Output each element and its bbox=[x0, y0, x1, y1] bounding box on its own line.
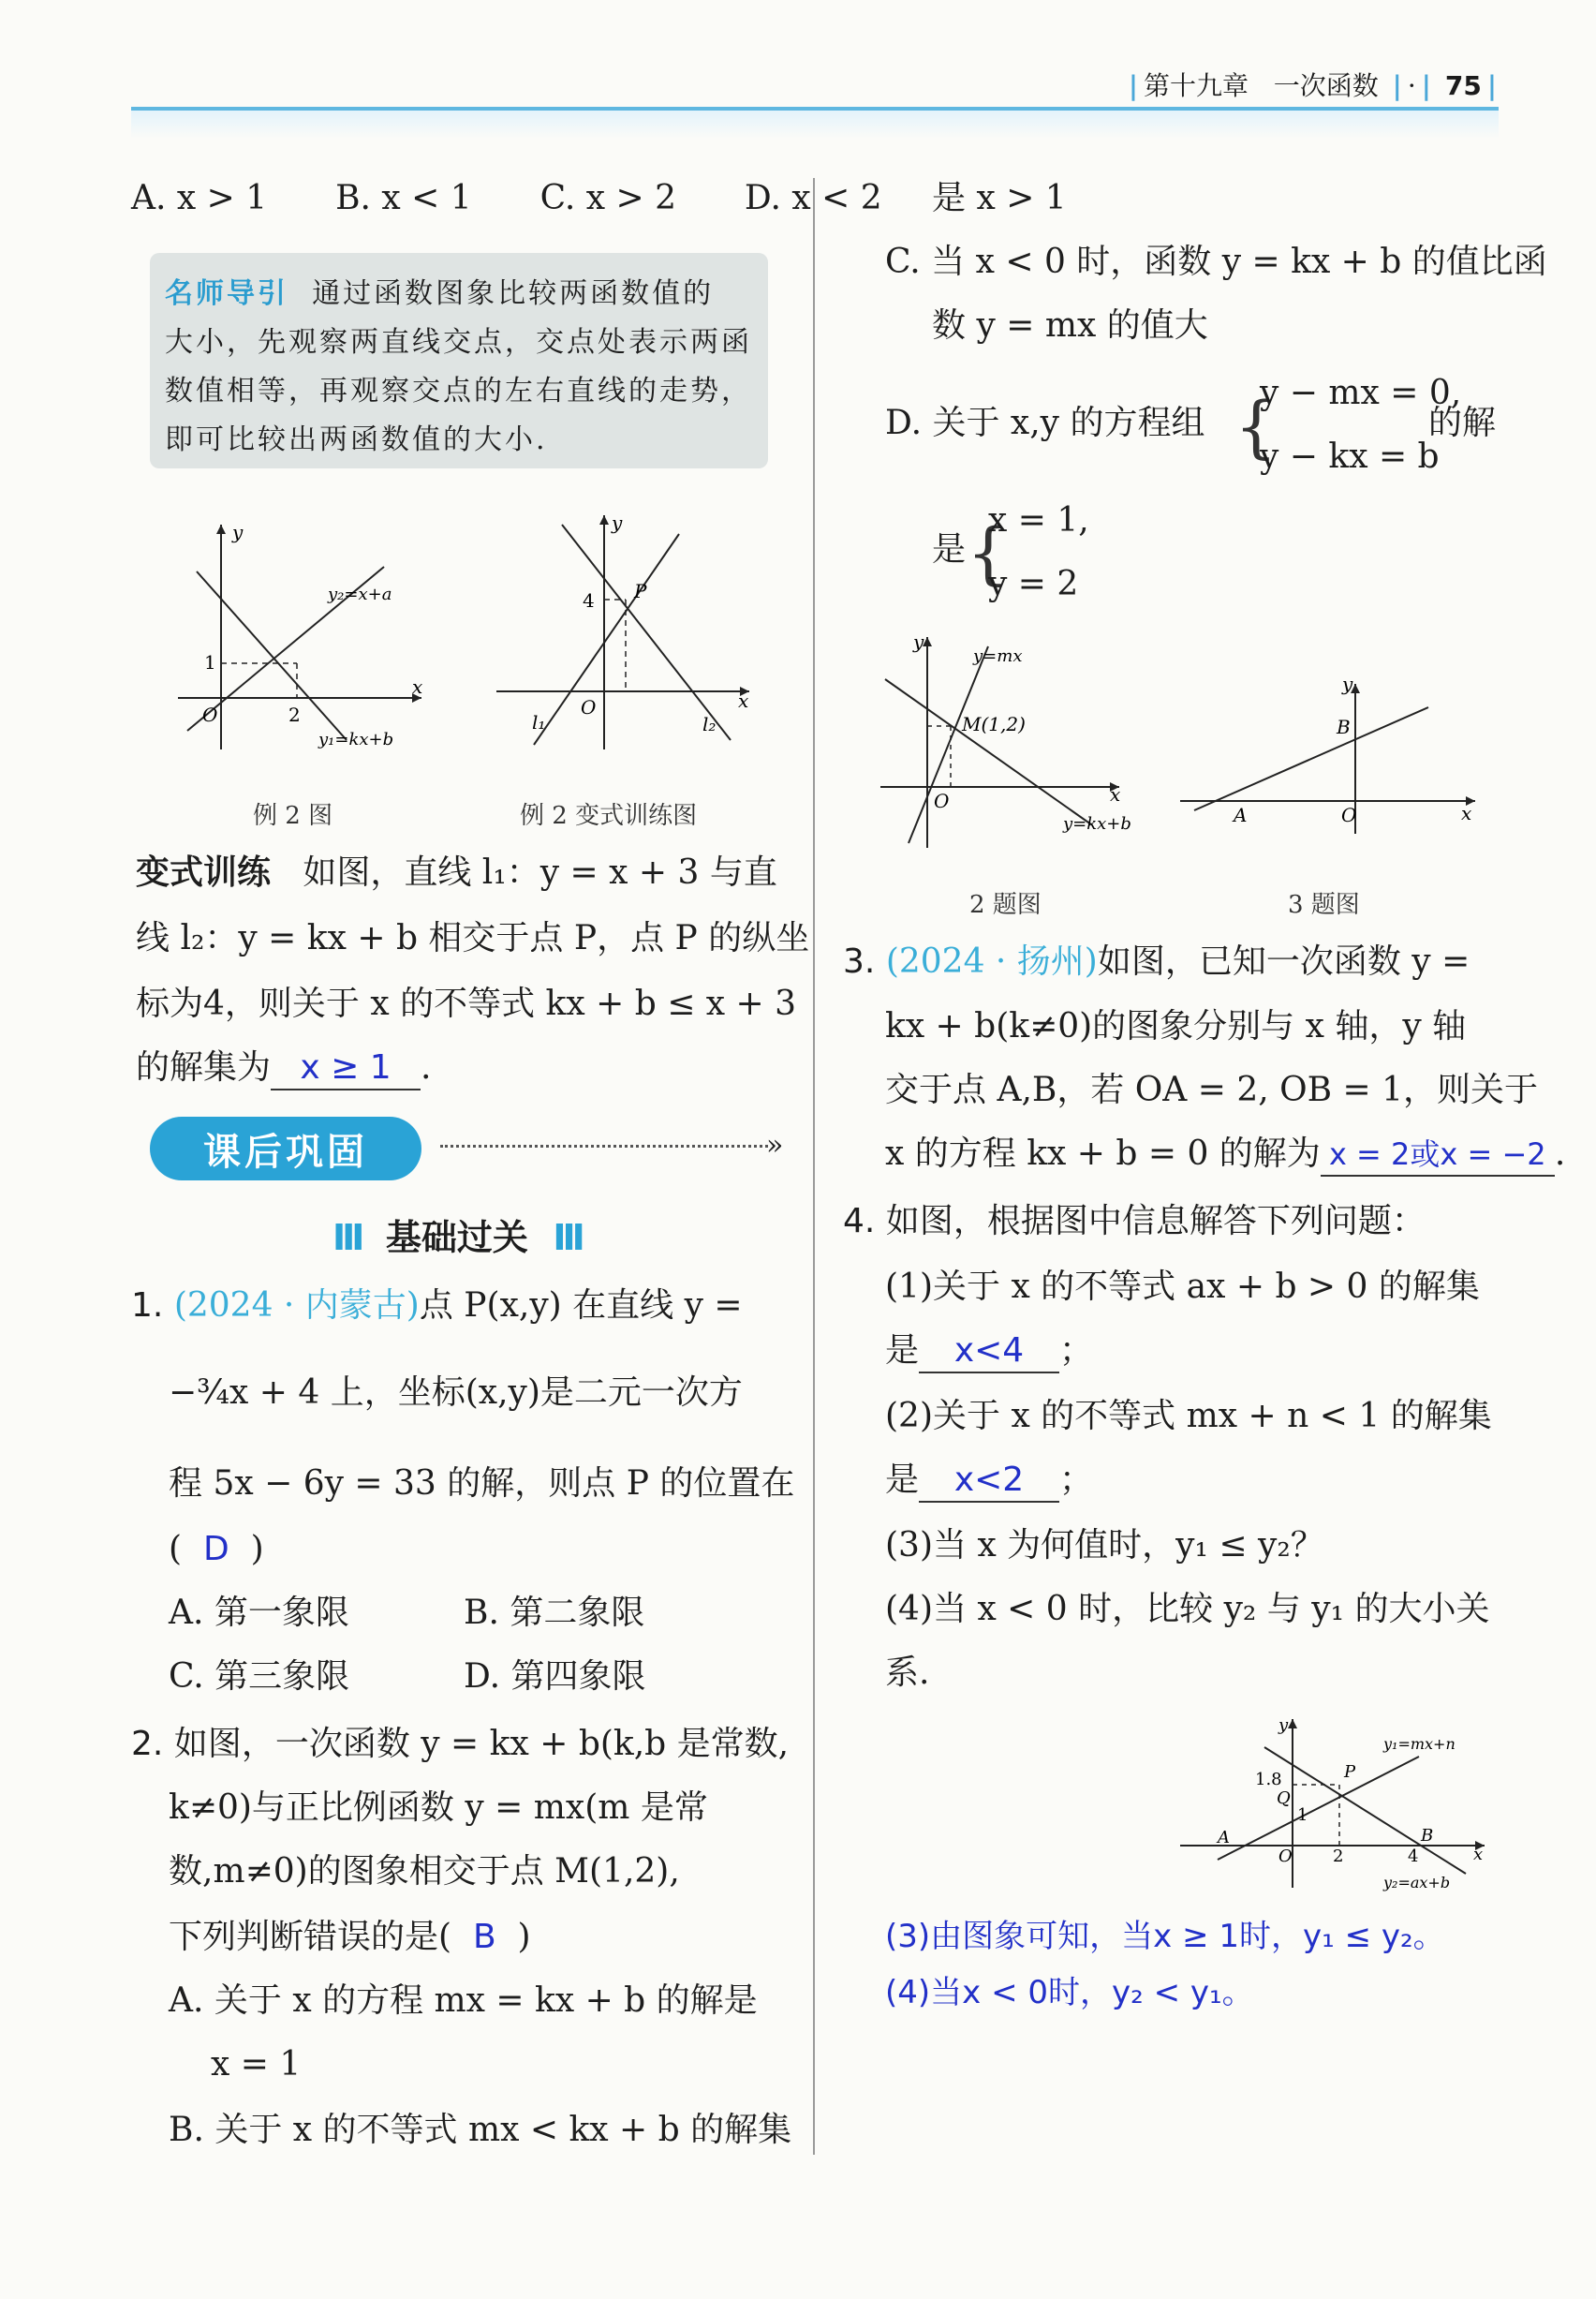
q2-line-4 bbox=[169, 1917, 531, 1958]
q2-paren-close: ) bbox=[517, 1918, 531, 1956]
q3-answer: x = 2或x = −2 bbox=[1321, 1134, 1555, 1177]
option-d: D. x < 2 bbox=[744, 179, 882, 217]
subsection-bars-right: III bbox=[553, 1217, 582, 1258]
subsection-title bbox=[332, 1209, 582, 1260]
header-band bbox=[131, 111, 1499, 139]
q2-option-d-pre: D. 关于 x,y 的方程组 bbox=[885, 404, 1205, 442]
fig2-tick-4: 4 bbox=[583, 589, 595, 612]
fig1-y: y bbox=[232, 521, 244, 543]
q4-part-4-line-2: 系. bbox=[885, 1654, 930, 1692]
section-arrow: » bbox=[766, 1129, 784, 1162]
q3-line-3: 交于点 A,B，若 OA = 2, OB = 1，则关于 bbox=[885, 1071, 1539, 1109]
variant-line-3: 标为4，则关于 x 的不等式 kx + b ≤ x + 3 bbox=[136, 985, 797, 1023]
fig1-label-y1: y₁=kx+b bbox=[318, 730, 394, 749]
q4-part-1-post: ； bbox=[1059, 1331, 1094, 1370]
line-y2-ax-b bbox=[1264, 1747, 1466, 1874]
q2-number: 2. bbox=[131, 1725, 164, 1763]
line-y1 bbox=[197, 571, 347, 740]
q4-text-1: 如图，根据图中信息解答下列问题： bbox=[885, 1202, 1426, 1240]
q2-option-c-1: C. 当 x < 0 时，函数 y = kx + b 的值比函 bbox=[885, 243, 1547, 281]
option-b: B. x < 1 bbox=[335, 179, 472, 217]
q3-source: (2024 · 扬州) bbox=[885, 942, 1098, 981]
q2-line-2: k≠0)与正比例函数 y = mx(m 是常 bbox=[169, 1788, 708, 1827]
figq3-b: B bbox=[1337, 716, 1351, 738]
q4-number: 4. bbox=[843, 1202, 876, 1240]
q1-line-3: 程 5x − 6y = 33 的解，则点 P 的位置在 bbox=[169, 1464, 795, 1503]
chapter-title: 一次函数 bbox=[1273, 70, 1379, 101]
fig2-origin: O bbox=[581, 696, 597, 719]
q1-answer-line bbox=[169, 1529, 264, 1570]
q1-option-d: D. 第四象限 bbox=[464, 1657, 646, 1696]
figq4-tick-2: 2 bbox=[1333, 1847, 1344, 1866]
q1-option-c: C. 第三象限 bbox=[169, 1657, 350, 1696]
figure-example-2-variant bbox=[487, 506, 759, 759]
line-kx-b bbox=[885, 679, 1091, 824]
q3-line-1 bbox=[843, 942, 1470, 983]
figq4-origin: O bbox=[1278, 1847, 1293, 1866]
q2-option-b-1: B. 关于 x 的不等式 mx < kx + b 的解集 bbox=[169, 2111, 792, 2149]
figq4-tick-1: 1 bbox=[1297, 1805, 1308, 1825]
figq4-p: P bbox=[1344, 1762, 1356, 1782]
q2-line-1 bbox=[131, 1724, 789, 1765]
figq4-q: Q bbox=[1277, 1788, 1291, 1808]
guide-line-1: 通过函数图象比较两函数值的 bbox=[312, 277, 715, 310]
figq3-x: x bbox=[1461, 802, 1472, 824]
q4-part-3: (3)当 x 为何值时，y₁ ≤ y₂？ bbox=[885, 1526, 1324, 1565]
figure-q2 bbox=[876, 628, 1147, 853]
q4-part-1-answer-line bbox=[885, 1330, 1093, 1373]
q2-option-d-post: 的解 bbox=[1428, 404, 1497, 442]
q4-part-1-answer: x<4 bbox=[919, 1330, 1059, 1373]
q1-line-2: −¾x + 4 上，坐标(x,y)是二元一次方 bbox=[169, 1373, 743, 1412]
figq2-point-m: M(1,2) bbox=[962, 713, 1026, 735]
column-divider bbox=[813, 178, 815, 2155]
figq3-origin: O bbox=[1341, 804, 1357, 826]
variant-title: 变式训练 bbox=[136, 853, 272, 892]
q1-source: (2024 · 内蒙古) bbox=[173, 1286, 420, 1325]
figq4-a: A bbox=[1218, 1828, 1230, 1847]
variant-period: . bbox=[421, 1048, 432, 1087]
q1-line-1 bbox=[131, 1285, 743, 1327]
page-header: | 第十九章 一次函数 | · | 75 | bbox=[1128, 70, 1497, 101]
fig2-y: y bbox=[612, 512, 623, 534]
guide-text bbox=[165, 270, 755, 465]
figure-example-2 bbox=[169, 515, 431, 759]
q2-option-d-sys-2: y − kx = b bbox=[1260, 438, 1440, 476]
q4-answer-3: (3)由图象可知，当x ≥ 1时，y₁ ≤ y₂。 bbox=[885, 1918, 1445, 1955]
guide-line-4: 即可比较出两函数值的大小. bbox=[165, 423, 548, 456]
q1-paren-close: ) bbox=[250, 1530, 264, 1568]
brace-d: { bbox=[1234, 387, 1278, 466]
q1-number: 1. bbox=[131, 1286, 164, 1325]
q1-option-b: B. 第二象限 bbox=[464, 1594, 645, 1632]
variant-answer: x ≥ 1 bbox=[271, 1047, 421, 1090]
q2-option-d-sys-1: y − mx = 0, bbox=[1260, 374, 1462, 412]
page-number: 75 bbox=[1444, 70, 1482, 101]
q3-number: 3. bbox=[843, 942, 876, 981]
q4-part-4-line-1: (4)当 x < 0 时，比较 y₂ 与 y₁ 的大小关 bbox=[885, 1590, 1490, 1628]
variant-text-1: 如图，直线 l₁：y = x + 3 与直 bbox=[303, 853, 777, 892]
line-y1-mx-n bbox=[1218, 1757, 1419, 1860]
q3-text-1: 如图，已知一次函数 y = bbox=[1097, 942, 1470, 981]
variant-line-2: 线 l₂：y = kx + b 相交于点 P，点 P 的纵坐 bbox=[136, 919, 810, 957]
q1-option-a: A. 第一象限 bbox=[169, 1594, 349, 1632]
section-dots bbox=[440, 1145, 768, 1148]
chapter-label: 第十九章 bbox=[1144, 70, 1249, 101]
option-c: C. x > 2 bbox=[539, 179, 676, 217]
figure-q3 bbox=[1175, 670, 1485, 838]
option-a: A. x > 1 bbox=[131, 179, 268, 217]
q2-option-d-is: 是 bbox=[932, 530, 967, 569]
guide-line-3: 数值相等，再观察交点的左右直线的走势， bbox=[165, 375, 752, 408]
q2-line-3: 数,m≠0)的图象相交于点 M(1,2), bbox=[169, 1852, 680, 1891]
q2-option-d-sol-1: x = 1, bbox=[988, 501, 1089, 540]
q1-text-1: 点 P(x,y) 在直线 y = bbox=[419, 1286, 743, 1325]
q2-text-4: 下列判断错误的是( bbox=[169, 1918, 452, 1956]
figq2-origin: O bbox=[934, 790, 950, 812]
figq2-x: x bbox=[1110, 783, 1121, 806]
figq4-x: x bbox=[1473, 1845, 1484, 1864]
q1-answer: D bbox=[202, 1530, 229, 1568]
figq4-label-y2: y₂=ax+b bbox=[1383, 1874, 1451, 1891]
guide-title: 名师导引 bbox=[165, 277, 288, 310]
options-row bbox=[131, 178, 882, 219]
q3-line-2: kx + b(k≠0)的图象分别与 x 轴，y 轴 bbox=[885, 1007, 1467, 1046]
q4-part-1-is: 是 bbox=[885, 1331, 920, 1370]
figq3-caption: 3 题图 bbox=[1288, 891, 1360, 919]
q2-text-1: 如图，一次函数 y = kx + b(k,b 是常数, bbox=[173, 1725, 790, 1763]
q3-period: . bbox=[1554, 1135, 1566, 1173]
q2-option-d-sol-2: y = 2 bbox=[988, 565, 1079, 603]
figq2-label-kx: y=kx+b bbox=[1063, 814, 1131, 834]
figq3-y: y bbox=[1342, 673, 1353, 695]
figq4-b: B bbox=[1421, 1826, 1434, 1846]
fig1-tick-2: 2 bbox=[288, 704, 301, 726]
fig2-point-p: P bbox=[634, 580, 647, 602]
figq2-y: y bbox=[913, 630, 924, 653]
fig2-l2: l₂ bbox=[702, 713, 717, 735]
figq4-tick-18: 1.8 bbox=[1255, 1770, 1282, 1789]
q2-answer: B bbox=[472, 1918, 496, 1956]
figq3-a: A bbox=[1234, 804, 1248, 826]
fig2-l1: l₁ bbox=[532, 711, 546, 734]
line-mx bbox=[909, 646, 988, 843]
variant-line-1 bbox=[136, 853, 777, 894]
figq4-label-y1: y₁=mx+n bbox=[1383, 1735, 1456, 1753]
variant-text-4: 的解集为 bbox=[136, 1048, 272, 1087]
subsection-bars-left: III bbox=[332, 1217, 362, 1258]
fig1-origin: O bbox=[202, 704, 218, 726]
fig1-label-y2: y₂=x+a bbox=[328, 585, 392, 604]
figq4-tick-4: 4 bbox=[1408, 1847, 1419, 1866]
fig1-x: x bbox=[412, 675, 423, 698]
q4-part-2-post: ； bbox=[1059, 1461, 1094, 1499]
figq2-caption: 2 题图 bbox=[969, 891, 1042, 919]
figure-q4 bbox=[1175, 1710, 1494, 1897]
variant-line-4 bbox=[136, 1047, 431, 1090]
q4-part-2-answer-line bbox=[885, 1460, 1093, 1503]
fig2-x: x bbox=[738, 690, 749, 712]
q4-part-2-is: 是 bbox=[885, 1461, 920, 1499]
header-dot: · bbox=[1407, 70, 1416, 101]
fig2-caption: 例 2 变式训练图 bbox=[520, 802, 698, 830]
line-l1 bbox=[534, 534, 679, 745]
section-badge: 课后巩固 bbox=[150, 1117, 421, 1180]
q4-line-1 bbox=[843, 1201, 1426, 1242]
q4-part-2-answer: x<2 bbox=[919, 1460, 1059, 1503]
fig1-tick-1: 1 bbox=[204, 651, 216, 674]
fig1-caption: 例 2 图 bbox=[253, 802, 333, 830]
figq4-y: y bbox=[1278, 1715, 1289, 1735]
q4-answer-4: (4)当x < 0时，y₂ < y₁。 bbox=[885, 1974, 1254, 2011]
q1-paren-open: ( bbox=[169, 1530, 183, 1568]
brace-d-sol: { bbox=[967, 513, 1010, 592]
q2-option-a-2: x = 1 bbox=[211, 2045, 302, 2084]
figq2-label-mx: y=mx bbox=[973, 646, 1023, 666]
q4-part-2: (2)关于 x 的不等式 mx + n < 1 的解集 bbox=[885, 1397, 1492, 1435]
line-q3 bbox=[1194, 707, 1428, 810]
subsection-text: 基础过关 bbox=[385, 1217, 528, 1258]
q2-option-a-1: A. 关于 x 的方程 mx = kx + b 的解是 bbox=[169, 1981, 758, 2020]
q3-text-4: x 的方程 kx + b = 0 的解为 bbox=[885, 1135, 1321, 1173]
q2-option-b-2: 是 x > 1 bbox=[932, 179, 1067, 217]
q4-part-1: (1)关于 x 的不等式 ax + b > 0 的解集 bbox=[885, 1268, 1480, 1306]
q2-option-c-2: 数 y = mx 的值大 bbox=[932, 306, 1208, 345]
q3-line-4 bbox=[885, 1134, 1565, 1177]
guide-line-2: 大小，先观察两直线交点，交点处表示两函 bbox=[165, 326, 752, 359]
